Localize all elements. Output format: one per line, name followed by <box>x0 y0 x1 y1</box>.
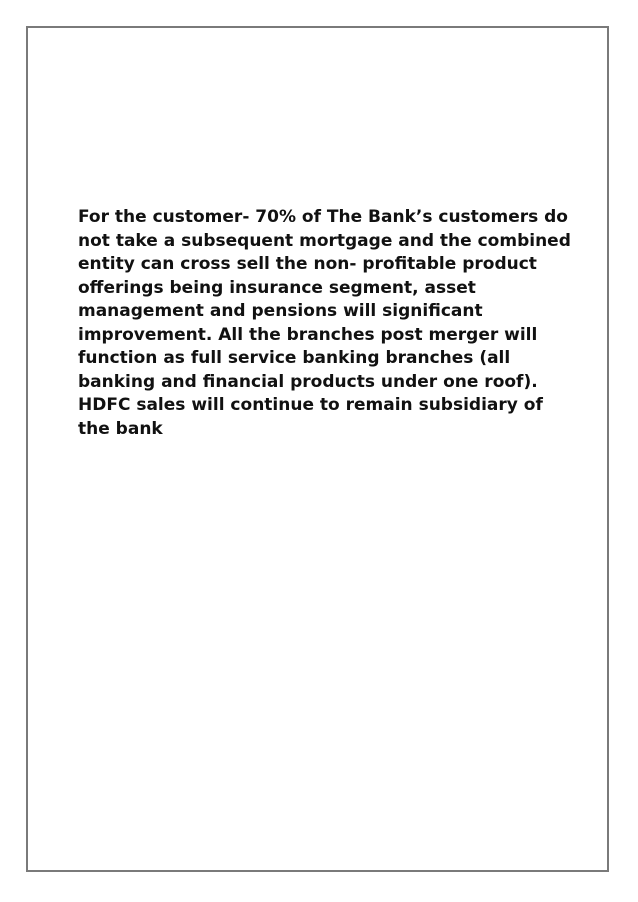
paragraph-line: function as full service banking branches (all <box>78 348 511 368</box>
body-paragraph <box>78 206 578 441</box>
paragraph-line: improvement. All the branches post merger will <box>78 324 538 345</box>
paragraph-line: banking and financial products under one roof). <box>78 371 538 392</box>
paragraph-line: not take a subsequent mortgage and the combined <box>78 230 571 251</box>
paragraph-line: entity can cross sell the non- profitable product <box>78 254 537 274</box>
page-border <box>26 26 609 872</box>
paragraph-line: HDFC sales will continue to remain subsidiary of <box>78 395 543 415</box>
paragraph-line: For the customer- 70% of The Bank’s customers do <box>78 207 568 227</box>
paragraph-line: management and pensions will significant <box>78 301 483 321</box>
paragraph-line: offerings being insurance segment, asset <box>78 277 476 298</box>
paragraph-line: the bank <box>78 418 163 439</box>
